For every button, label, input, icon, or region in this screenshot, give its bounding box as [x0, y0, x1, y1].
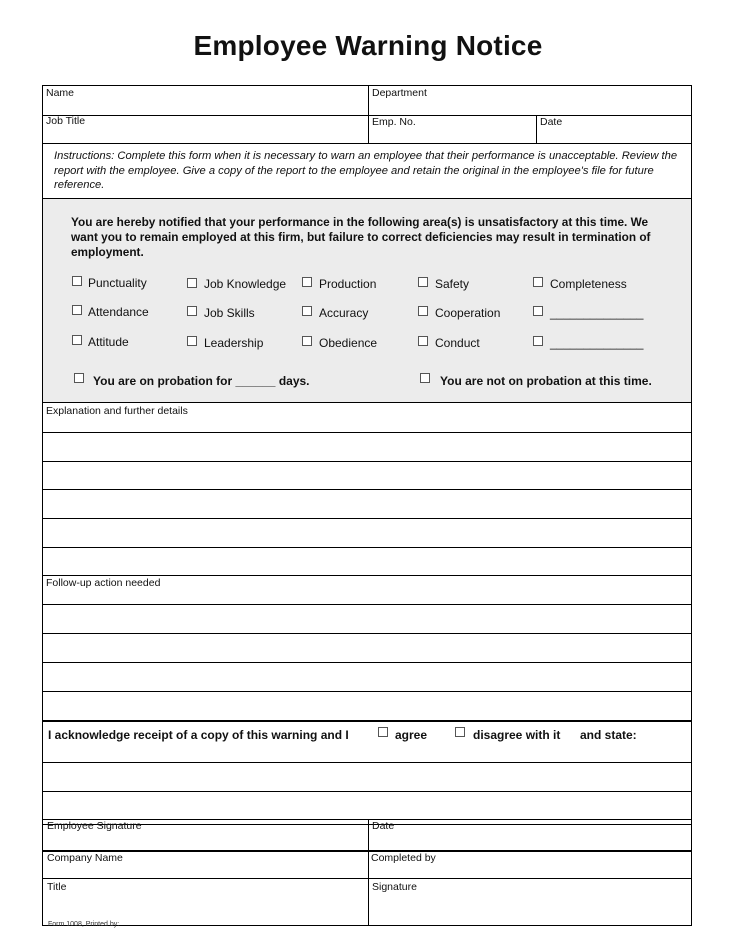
other-area-checkbox[interactable] — [533, 336, 543, 346]
area-label: Accuracy — [319, 306, 369, 320]
acknowledge-line[interactable] — [42, 791, 692, 792]
area-label: Punctuality — [88, 276, 147, 290]
followup-label: Follow-up action needed — [46, 577, 161, 589]
job-title-field[interactable]: Job Title — [46, 115, 86, 127]
signature-block — [42, 820, 692, 926]
probation-off-label: You are not on probation at this time. — [440, 374, 652, 388]
and-state-label: and state: — [580, 728, 637, 742]
attendance-checkbox[interactable] — [72, 305, 82, 315]
signature-date-field[interactable]: Date — [372, 820, 395, 832]
divider — [368, 85, 369, 143]
area-label: Obedience — [319, 336, 378, 350]
disagree-checkbox[interactable] — [455, 727, 465, 737]
explanation-line[interactable] — [42, 432, 692, 433]
department-field[interactable]: Department — [372, 87, 427, 99]
divider — [42, 143, 692, 144]
job-skills-checkbox[interactable] — [187, 306, 197, 316]
area-label: Completeness — [550, 277, 627, 291]
disagree-label: disagree with it — [473, 728, 561, 742]
area-label: Attitude — [88, 335, 129, 349]
completed-by-field[interactable]: Completed by — [371, 852, 436, 864]
section-divider — [42, 720, 692, 722]
job-knowledge-checkbox[interactable] — [187, 278, 197, 288]
probation-on-checkbox[interactable] — [74, 373, 84, 383]
area-label: Safety — [435, 277, 470, 291]
production-checkbox[interactable] — [302, 277, 312, 287]
cooperation-checkbox[interactable] — [418, 306, 428, 316]
agree-label: agree — [395, 728, 428, 742]
divider — [42, 878, 692, 879]
explanation-label: Explanation and further details — [46, 405, 188, 417]
leadership-checkbox[interactable] — [187, 336, 197, 346]
divider — [536, 115, 537, 143]
acknowledge-text: I acknowledge receipt of a copy of this warning and I — [48, 728, 349, 742]
other-area-checkbox[interactable] — [533, 306, 543, 316]
acknowledge-line[interactable] — [42, 762, 692, 763]
obedience-checkbox[interactable] — [302, 336, 312, 346]
followup-line[interactable] — [42, 633, 692, 634]
agree-checkbox[interactable] — [378, 727, 388, 737]
company-name-field[interactable]: Company Name — [47, 852, 123, 864]
signature-field[interactable]: Signature — [372, 881, 417, 893]
accuracy-checkbox[interactable] — [302, 306, 312, 316]
punctuality-checkbox[interactable] — [72, 276, 82, 286]
followup-line[interactable] — [42, 604, 692, 605]
other-area-blank[interactable]: ______________ — [550, 336, 644, 350]
area-label: Attendance — [88, 305, 149, 319]
instructions-text: Instructions: Complete this form when it is necessary to warn an employee that their performance is unacceptable. Review the report with the employee. Give a copy of the report to the employee and retain the original in the employee's file for future reference. — [54, 150, 678, 191]
section-divider — [42, 575, 692, 576]
area-label: Job Knowledge — [204, 277, 287, 291]
completeness-checkbox[interactable] — [533, 277, 543, 287]
emp-no-field[interactable]: Emp. No. — [372, 116, 416, 128]
area-label: Job Skills — [204, 306, 255, 320]
form-border — [42, 85, 692, 825]
safety-checkbox[interactable] — [418, 277, 428, 287]
area-label: Conduct — [435, 336, 480, 350]
explanation-line[interactable] — [42, 461, 692, 462]
attitude-checkbox[interactable] — [72, 335, 82, 345]
explanation-line[interactable] — [42, 489, 692, 490]
explanation-line[interactable] — [42, 547, 692, 548]
other-area-blank[interactable]: ______________ — [550, 306, 644, 320]
conduct-checkbox[interactable] — [418, 336, 428, 346]
divider — [368, 820, 369, 926]
explanation-line[interactable] — [42, 518, 692, 519]
notice-box — [42, 198, 692, 403]
name-field[interactable]: Name — [46, 87, 75, 99]
followup-line[interactable] — [42, 691, 692, 692]
signature-border — [42, 820, 692, 926]
divider — [42, 115, 692, 116]
date-field[interactable]: Date — [540, 116, 563, 128]
probation-off-checkbox[interactable] — [420, 373, 430, 383]
followup-line[interactable] — [42, 662, 692, 663]
area-label: Cooperation — [435, 306, 501, 320]
page-title: Employee Warning Notice — [193, 30, 543, 61]
title-field[interactable]: Title — [47, 881, 67, 893]
warning-form — [42, 85, 692, 825]
probation-on-label: You are on probation for ______ days. — [93, 374, 310, 388]
employee-signature-field[interactable]: Employee Signature — [47, 820, 142, 832]
notice-text: You are hereby notified that your performance in the following area(s) is unsatisfactory at this time. We want you to remain employed at this firm, but failure to correct deficiencies may result in termination of employment. — [71, 215, 651, 259]
area-label: Leadership — [204, 336, 264, 350]
divider — [42, 850, 692, 852]
area-label: Production — [319, 277, 377, 291]
form-footer: Form 1008, Printed by: — [48, 921, 120, 928]
